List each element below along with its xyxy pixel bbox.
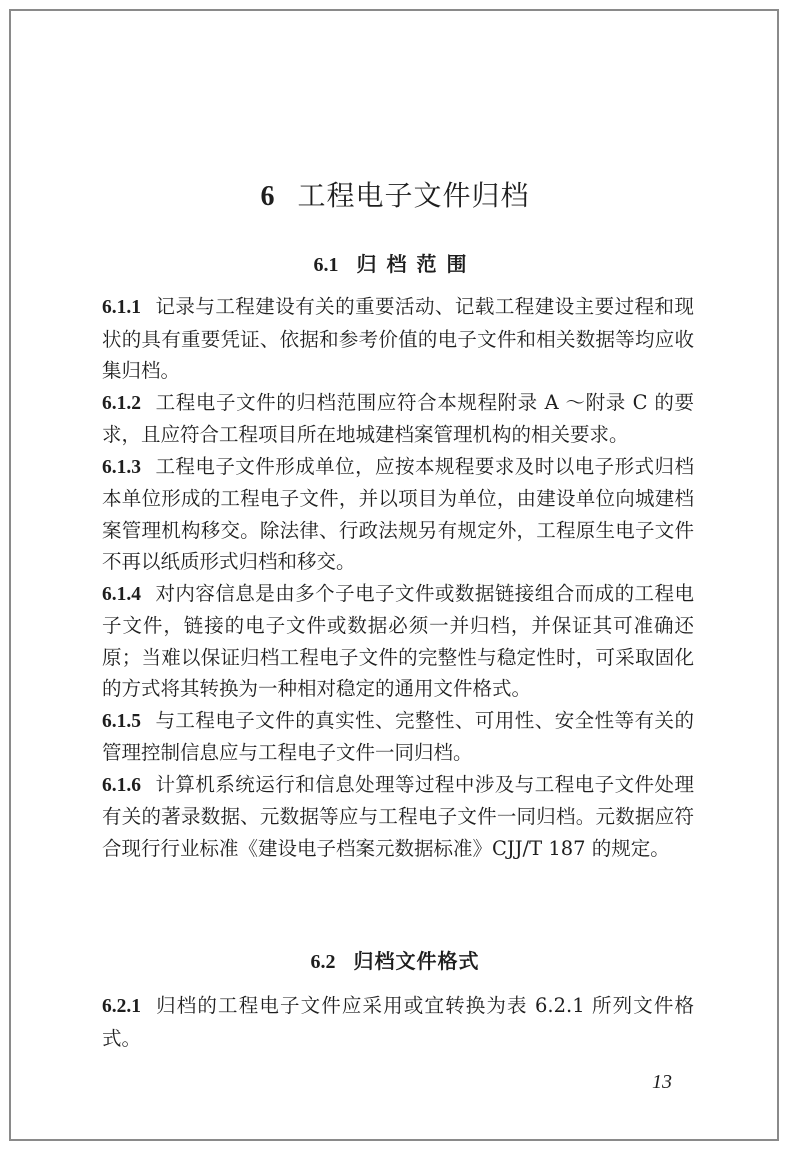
chapter-title-text: 工程电子文件归档 [297, 179, 530, 212]
clause-number: 6.1.4 [102, 583, 141, 605]
clause-text: 归档的工程电子文件应采用或宜转换为表 6.2.1 所列文件格式。 [102, 994, 694, 1050]
clause-6-2-1 [102, 990, 694, 1054]
clause-6-1-1 [102, 291, 694, 387]
clause-text: 计算机系统运行和信息处理等过程中涉及与工程电子文件处理有关的著录数据、元数据等应与工程电子文件一同归档。元数据应符合现行行业标准《建设电子档案元数据标准》CJJ/T 187 的规定。 [102, 772, 694, 860]
clause-text: 记录与工程建设有关的重要活动、记载工程建设主要过程和现状的具有重要凭证、依据和参考价值的电子文件和相关数据等均应收集归档。 [102, 295, 694, 382]
section-number: 6.1 [313, 254, 339, 276]
section-title-text: 归档文件格式 [353, 949, 480, 973]
clause-number: 6.1.5 [102, 710, 141, 732]
clause-6-1-5 [102, 705, 694, 769]
clause-6-1-2 [102, 387, 694, 451]
clause-6-1-3 [102, 451, 694, 578]
clause-number: 6.1.1 [102, 297, 141, 318]
clause-number: 6.2.1 [102, 996, 141, 1017]
clause-text: 工程电子文件形成单位，应按本规程要求及时以电子形式归档本单位形成的工程电子文件，并以项目为单位，由建设单位向城建档案管理机构移交。除法律、行政法规另有规定外，工程原生电子文件不再以纸质形式归档和移交。 [102, 454, 694, 573]
clause-number: 6.1.3 [102, 456, 141, 478]
clause-6-1-4 [102, 578, 694, 705]
page-number: 13 [652, 1071, 672, 1093]
section-6-1-body [102, 291, 694, 864]
clause-number: 6.1.6 [102, 774, 141, 796]
section-title-text: 归档范围 [356, 252, 477, 276]
clause-text: 与工程电子文件的真实性、完整性、可用性、安全性等有关的管理控制信息应与工程电子文件一同归档。 [102, 708, 694, 764]
section-6-2-body [102, 990, 694, 1054]
clause-6-1-6 [102, 769, 694, 865]
section-number: 6.2 [310, 951, 336, 973]
chapter-number: 6 [260, 181, 276, 212]
clause-text: 对内容信息是由多个子电子文件或数据链接组合而成的工程电子文件，链接的电子文件或数据必须一并归档，并保证其可准确还原；当难以保证归档工程电子文件的完整性与稳定性时，可采取固化的方式将其转换为一种相对稳定的通用文件格式。 [102, 581, 694, 700]
section-title-6-1 [0, 250, 790, 279]
clause-number: 6.1.2 [102, 392, 141, 414]
chapter-title [0, 178, 790, 215]
clause-text: 工程电子文件的归档范围应符合本规程附录 A ～附录 C 的要求，且应符合工程项目所在地城建档案管理机构的相关要求。 [102, 390, 694, 446]
section-title-6-2 [0, 947, 790, 976]
